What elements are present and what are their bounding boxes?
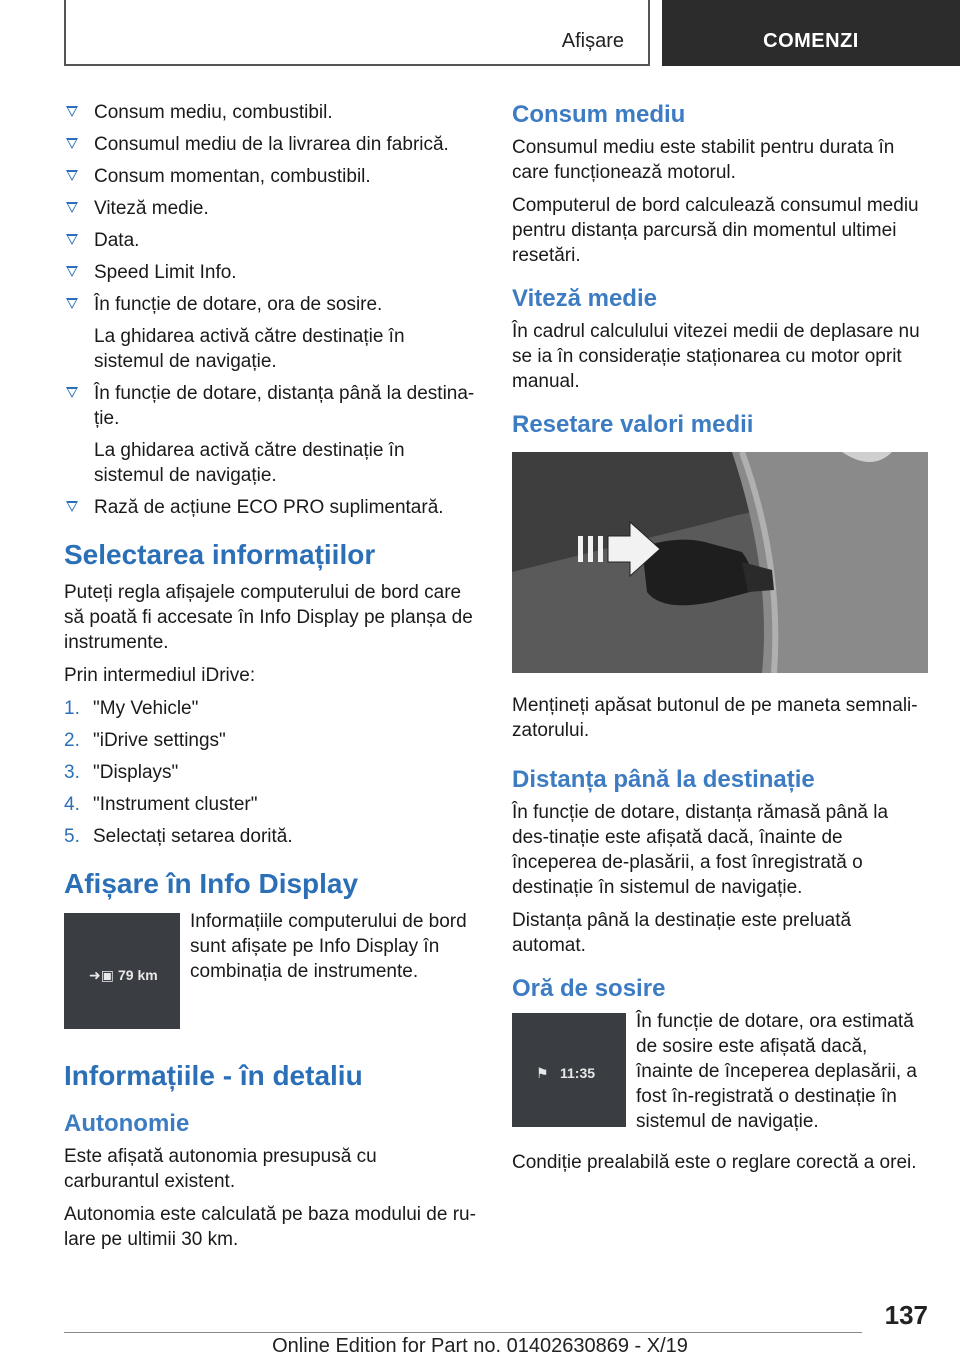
select-paragraph-1: Puteți regla afișajele computerului de bord care să poată fi accesate în Info Display pe planșa de instrumente. <box>64 582 473 653</box>
steps-list <box>64 696 476 849</box>
bullet-item <box>64 260 476 285</box>
left-column <box>64 100 476 1260</box>
step-text: "My Vehicle" <box>93 698 199 719</box>
step-text: "Instrument cluster" <box>93 794 258 815</box>
footer-divider <box>64 1332 862 1333</box>
viteza-paragraph-1: În cadrul calculului vitezei medii de deplasare nu se ia în considerație staționarea cu motor oprit manual. <box>512 321 920 392</box>
autonomie-paragraph-1: Este afișată autonomia presupusă cu carburantul existent. <box>64 1146 377 1192</box>
bullet-text: Consum momentan, combustibil. <box>94 166 371 187</box>
page-number: 137 <box>884 1300 928 1330</box>
flag-icon: ⚑ <box>536 1065 549 1081</box>
consum-paragraph-2: Computerul de bord calculează consumul mediu pentru distanța parcursă din momentul ultimei resetări. <box>512 195 919 266</box>
bullet-text: Speed Limit Info. <box>94 262 237 283</box>
reset-paragraph-1: Mențineți apăsat butonul de pe maneta semnali‐zatorului. <box>512 695 918 741</box>
bullet-item <box>64 292 476 374</box>
header-chapter-label: COMENZI <box>763 30 859 52</box>
fuel-range-icon: ➜▣ <box>89 967 114 983</box>
consum-paragraph-1: Consumul mediu este stabilit pentru durata în care funcționează motorul. <box>512 137 895 183</box>
triangle-bullet-icon <box>66 170 78 181</box>
distanta-paragraph-2: Distanța până la destinație este preluată automat. <box>512 910 852 956</box>
arrival-time-text: În funcție de dotare, ora estimată de sosire este afișată dacă, înainte de începerea deplasării, a fost în‐registrată o destinație în sistemul de navigație. <box>636 1011 917 1132</box>
turn-signal-lever-photo <box>512 452 928 673</box>
step-item <box>64 824 476 849</box>
bullet-text: Data. <box>94 230 140 251</box>
step-number: 2. <box>64 730 80 751</box>
info-display-row <box>64 909 476 1029</box>
triangle-bullet-icon <box>66 266 78 277</box>
header-tab-box <box>64 0 650 66</box>
bullet-text: Rază de acțiune ECO PRO suplimentară. <box>94 497 444 518</box>
triangle-bullet-icon <box>66 501 78 512</box>
bullet-item <box>64 381 476 488</box>
step-number: 3. <box>64 762 80 783</box>
arrival-time-row <box>512 1009 928 1134</box>
step-text: "iDrive settings" <box>93 730 226 751</box>
bullet-subtext: La ghidarea activă către destinație în sistemul de navigație. <box>94 326 405 372</box>
bullet-item <box>64 100 476 125</box>
right-column <box>512 100 928 1183</box>
bullet-text: În funcție de dotare, ora de sosire. <box>94 294 383 315</box>
subsection-title-reset: Resetare valori medii <box>512 411 754 438</box>
step-text: "Displays" <box>93 762 179 783</box>
triangle-bullet-icon <box>66 106 78 117</box>
info-display-text: Informațiile computerului de bord sunt afișate pe Info Display în combinația de instrumente. <box>190 911 467 982</box>
edition-note: Online Edition for Part no. 01402630869 - X/19 <box>272 1335 688 1357</box>
subsection-title-consum: Consum mediu <box>512 101 686 128</box>
bullet-item <box>64 495 476 520</box>
header-section-label: Afișare <box>561 30 624 52</box>
bullet-item <box>64 164 476 189</box>
bullet-text: Consum mediu, combustibil. <box>94 102 333 123</box>
step-number: 5. <box>64 826 80 847</box>
distanta-paragraph-1: În funcție de dotare, distanța rămasă până la des‐tinație este afișată dacă, înainte de începerea de‐plasării, a fost înregistrată o destinație în sistemul de navigație. <box>512 802 889 898</box>
step-item <box>64 792 476 817</box>
select-paragraph-2: Prin intermediul iDrive: <box>64 665 256 686</box>
subsection-title-autonomie: Autonomie <box>64 1110 190 1137</box>
bullet-text: Viteză medie. <box>94 198 209 219</box>
bullet-text: În funcție de dotare, distanța până la destina‐ție. <box>94 383 475 429</box>
bullet-item <box>64 196 476 221</box>
step-number: 1. <box>64 698 80 719</box>
subsection-title-ora: Oră de sosire <box>512 975 666 1002</box>
triangle-bullet-icon <box>66 387 78 398</box>
subsection-title-viteza: Viteză medie <box>512 285 657 312</box>
triangle-bullet-icon <box>66 234 78 245</box>
section-title-select: Selectarea informațiilor <box>64 539 376 570</box>
step-item <box>64 728 476 753</box>
bullet-subtext: La ghidarea activă către destinație în sistemul de navigație. <box>94 440 405 486</box>
autonomie-paragraph-2: Autonomia este calculată pe baza modului de ru‐lare pe ultimii 30 km. <box>64 1204 476 1250</box>
step-item <box>64 696 476 721</box>
triangle-bullet-icon <box>66 298 78 309</box>
ora-paragraph-2: Condiție prealabilă este o reglare corectă a orei. <box>512 1152 917 1173</box>
step-number: 4. <box>64 794 80 815</box>
lever-illustration <box>512 452 928 673</box>
header-chapter-tab <box>662 0 960 66</box>
bullet-text: Consumul mediu de la livrarea din fabrică. <box>94 134 449 155</box>
info-display-screen-image <box>64 913 180 1029</box>
arrival-time-screen-image <box>512 1013 626 1127</box>
bullet-list <box>64 100 476 520</box>
step-text: Selectați setarea dorită. <box>93 826 293 847</box>
bullet-item <box>64 228 476 253</box>
section-title-info-display: Afișare în Info Display <box>64 868 359 899</box>
step-item <box>64 760 476 785</box>
triangle-bullet-icon <box>66 138 78 149</box>
section-title-details: Informațiile - în detaliu <box>64 1060 363 1091</box>
subsection-title-distanta: Distanța până la destinație <box>512 766 815 793</box>
bullet-item <box>64 132 476 157</box>
triangle-bullet-icon <box>66 202 78 213</box>
arrival-time-value: 11:35 <box>560 1065 596 1081</box>
range-value: 79 km <box>118 967 158 983</box>
